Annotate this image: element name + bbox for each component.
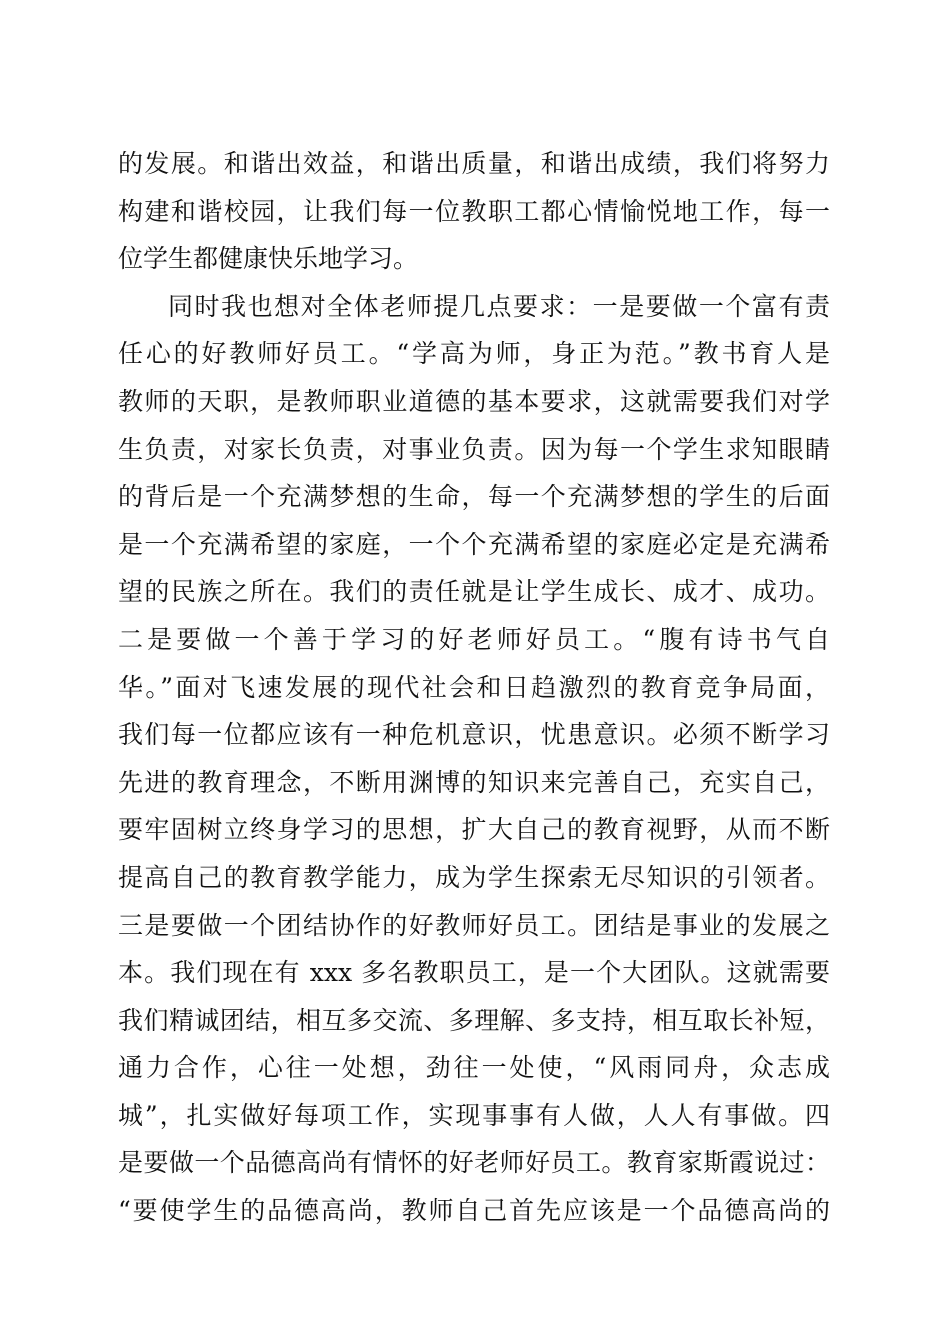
body-text xyxy=(118,140,830,1235)
text-line: 的发展。和谐出效益，和谐出质量，和谐出成绩，我们将努力 xyxy=(118,149,830,178)
text-line: 华。”面对飞速发展的现代社会和日趋激烈的教育竞争局面， xyxy=(118,672,830,702)
text-line: 通力合作，心往一处想，劲往一处使，“风雨同舟，众志成 xyxy=(118,1053,830,1083)
text-line: 我们每一位都应该有一种危机意识，忧患意识。必须不断学习 xyxy=(118,720,830,750)
text-line: 是一个充满希望的家庭，一个个充满希望的家庭必定是充满希 xyxy=(118,529,830,559)
text-line: 是要做一个品德高尚有情怀的好老师好员工。教育家斯霞说过： xyxy=(118,1148,830,1178)
text-line: 生负责，对家长负责，对事业负责。因为每一个学生求知眼睛 xyxy=(118,434,830,464)
paragraph-first-line: 同时我也想对全体老师提几点要求：一是要做一个富有责 xyxy=(168,291,830,321)
text-line: 提高自己的教育教学能力，成为学生探索无尽知识的引领者。 xyxy=(118,862,830,892)
text-line: 我们精诚团结，相互多交流、多理解、多支持，相互取长补短， xyxy=(118,1005,830,1035)
text-line: 的背后是一个充满梦想的生命，每一个充满梦想的学生的后面 xyxy=(118,482,830,512)
text-line: “要使学生的品德高尚，教师自己首先应该是一个品德高尚的 xyxy=(118,1196,830,1226)
text-line: 要牢固树立终身学习的思想，扩大自己的教育视野，从而不断 xyxy=(118,815,830,845)
text-line: 本。我们现在有 xxx 多名教职员工，是一个大团队。这就需要 xyxy=(118,958,830,988)
text-line: 二是要做一个善于学习的好老师好员工。“腹有诗书气自 xyxy=(118,624,830,654)
text-line: 构建和谐校园，让我们每一位教职工都心情愉悦地工作，每一 xyxy=(118,196,830,226)
text-line: 城”，扎实做好每项工作，实现事事有人做，人人有事做。四 xyxy=(118,1100,830,1130)
text-line: 三是要做一个团结协作的好教师好员工。团结是事业的发展之 xyxy=(118,910,830,940)
text-line: 望的民族之所在。我们的责任就是让学生成长、成才、成功。 xyxy=(118,577,830,607)
text-line: 任心的好教师好员工。“学高为师，身正为范。”教书育人是 xyxy=(118,339,830,369)
text-line: 先进的教育理念，不断用渊博的知识来完善自己，充实自己， xyxy=(118,767,830,797)
text-line: 位学生都健康快乐地学习。 xyxy=(118,244,419,274)
text-line: 教师的天职，是教师职业道德的基本要求，这就需要我们对学 xyxy=(118,386,830,416)
